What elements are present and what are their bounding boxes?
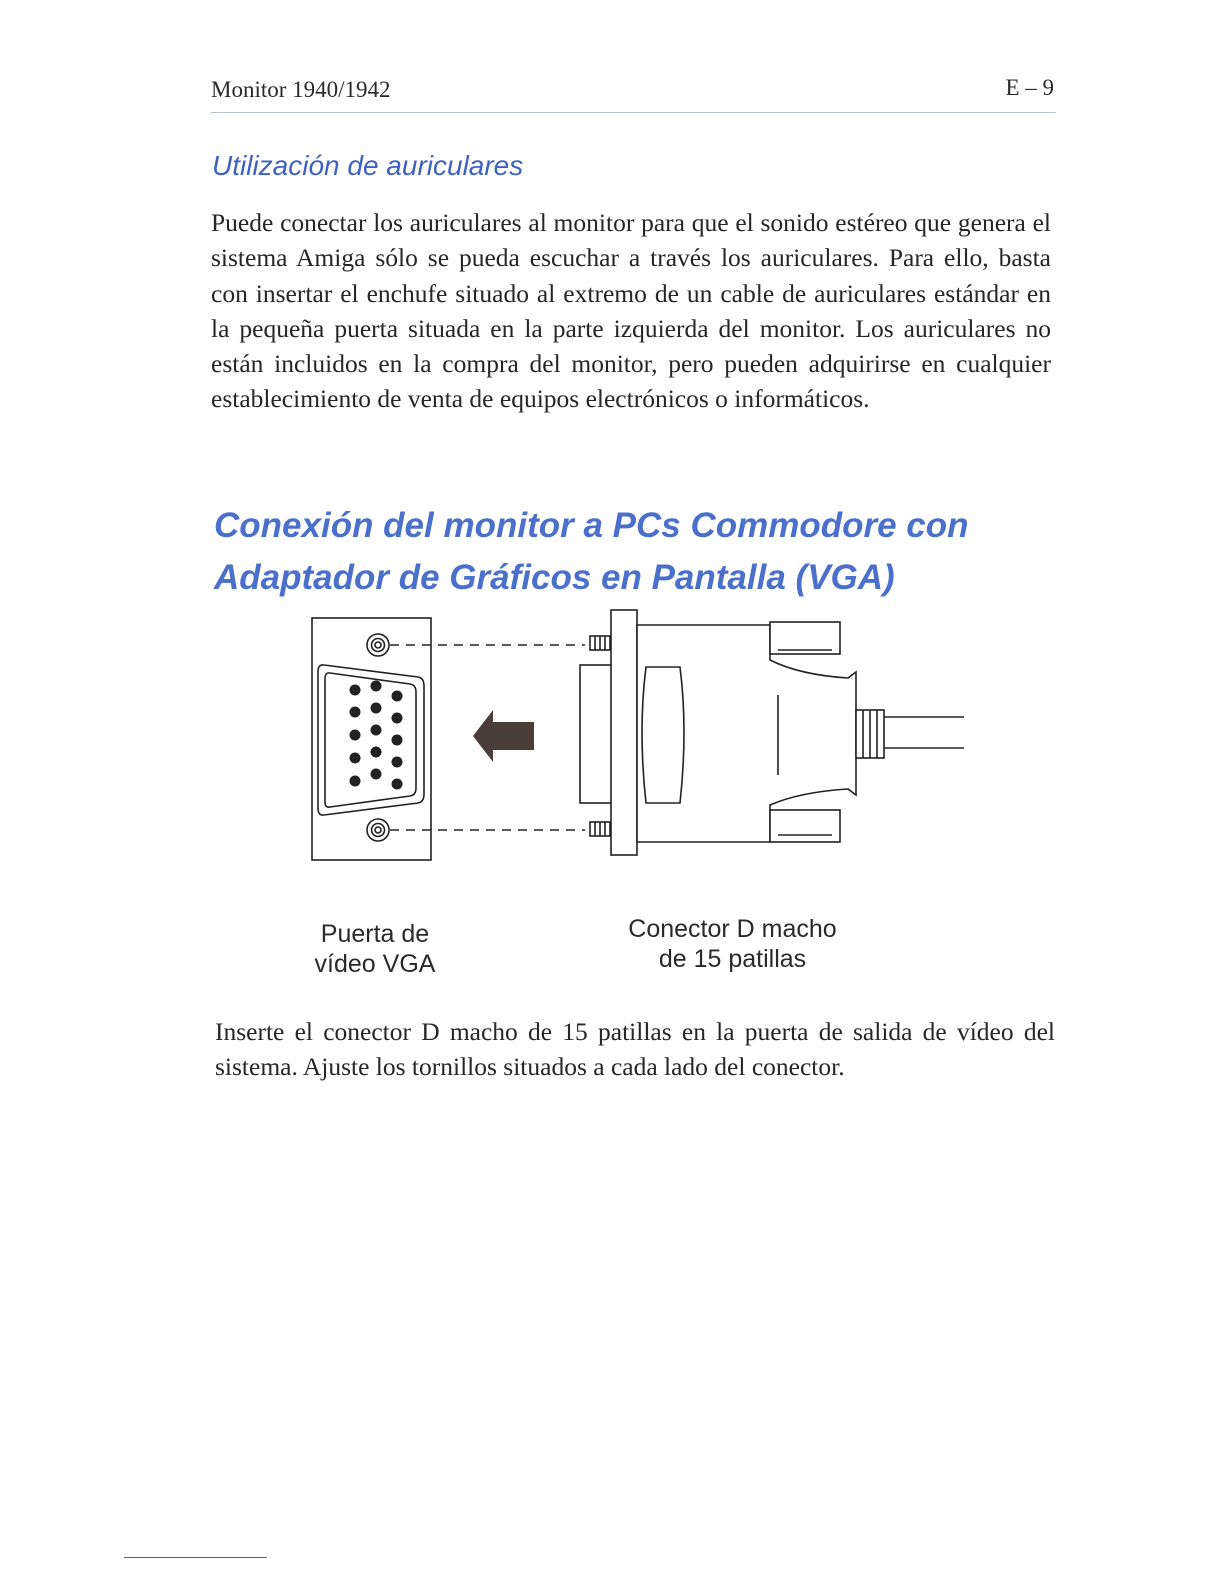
page-number: E – 9 <box>1005 75 1054 100</box>
screw-hole-top-icon <box>367 634 389 656</box>
page-header <box>211 72 1056 113</box>
heading-line-1: Conexión del monitor a PCs Commodore con <box>214 506 969 545</box>
paragraph-headphones: Puede conectar los auriculares al monitor para que el sonido estéreo que genera el sistema Amiga sólo se pueda escuchar a través los auriculares. Para ello, basta con insertar el enchufe situado al extremo de un cable de auriculares estándar en la pequeña puerta situada en la parte izquierda del monitor. Los auriculares no están incluidos en la compra del monitor, pero pueden adquirirse en cualquier establecimiento de venta de equipos electrónicos o informáticos. <box>211 208 1051 414</box>
vga-connection-figure <box>300 600 980 880</box>
screw-hole-bottom-icon <box>367 819 389 841</box>
cable <box>884 717 964 748</box>
d-sub-plug <box>580 610 884 855</box>
section-heading-headphones: Utilización de auriculares <box>212 150 524 181</box>
paragraph-vga-instructions: Inserte el conector D macho de 15 patillas en la puerta de salida de vídeo del sistema. Ajuste los tornillos situados a cada lado del conector. <box>215 1017 1055 1082</box>
insertion-arrow-icon <box>473 710 534 762</box>
caption-d-connector: Conector D macho de 15 patillas <box>628 915 837 973</box>
footer-rule <box>124 1557 267 1558</box>
running-title: Monitor 1940/1942 <box>211 77 391 102</box>
caption-vga-port: Puerta de vídeo VGA <box>314 920 436 978</box>
heading-line-2: Adaptador de Gráficos en Pantalla (VGA) <box>214 558 895 597</box>
section-heading-vga <box>214 500 1074 604</box>
